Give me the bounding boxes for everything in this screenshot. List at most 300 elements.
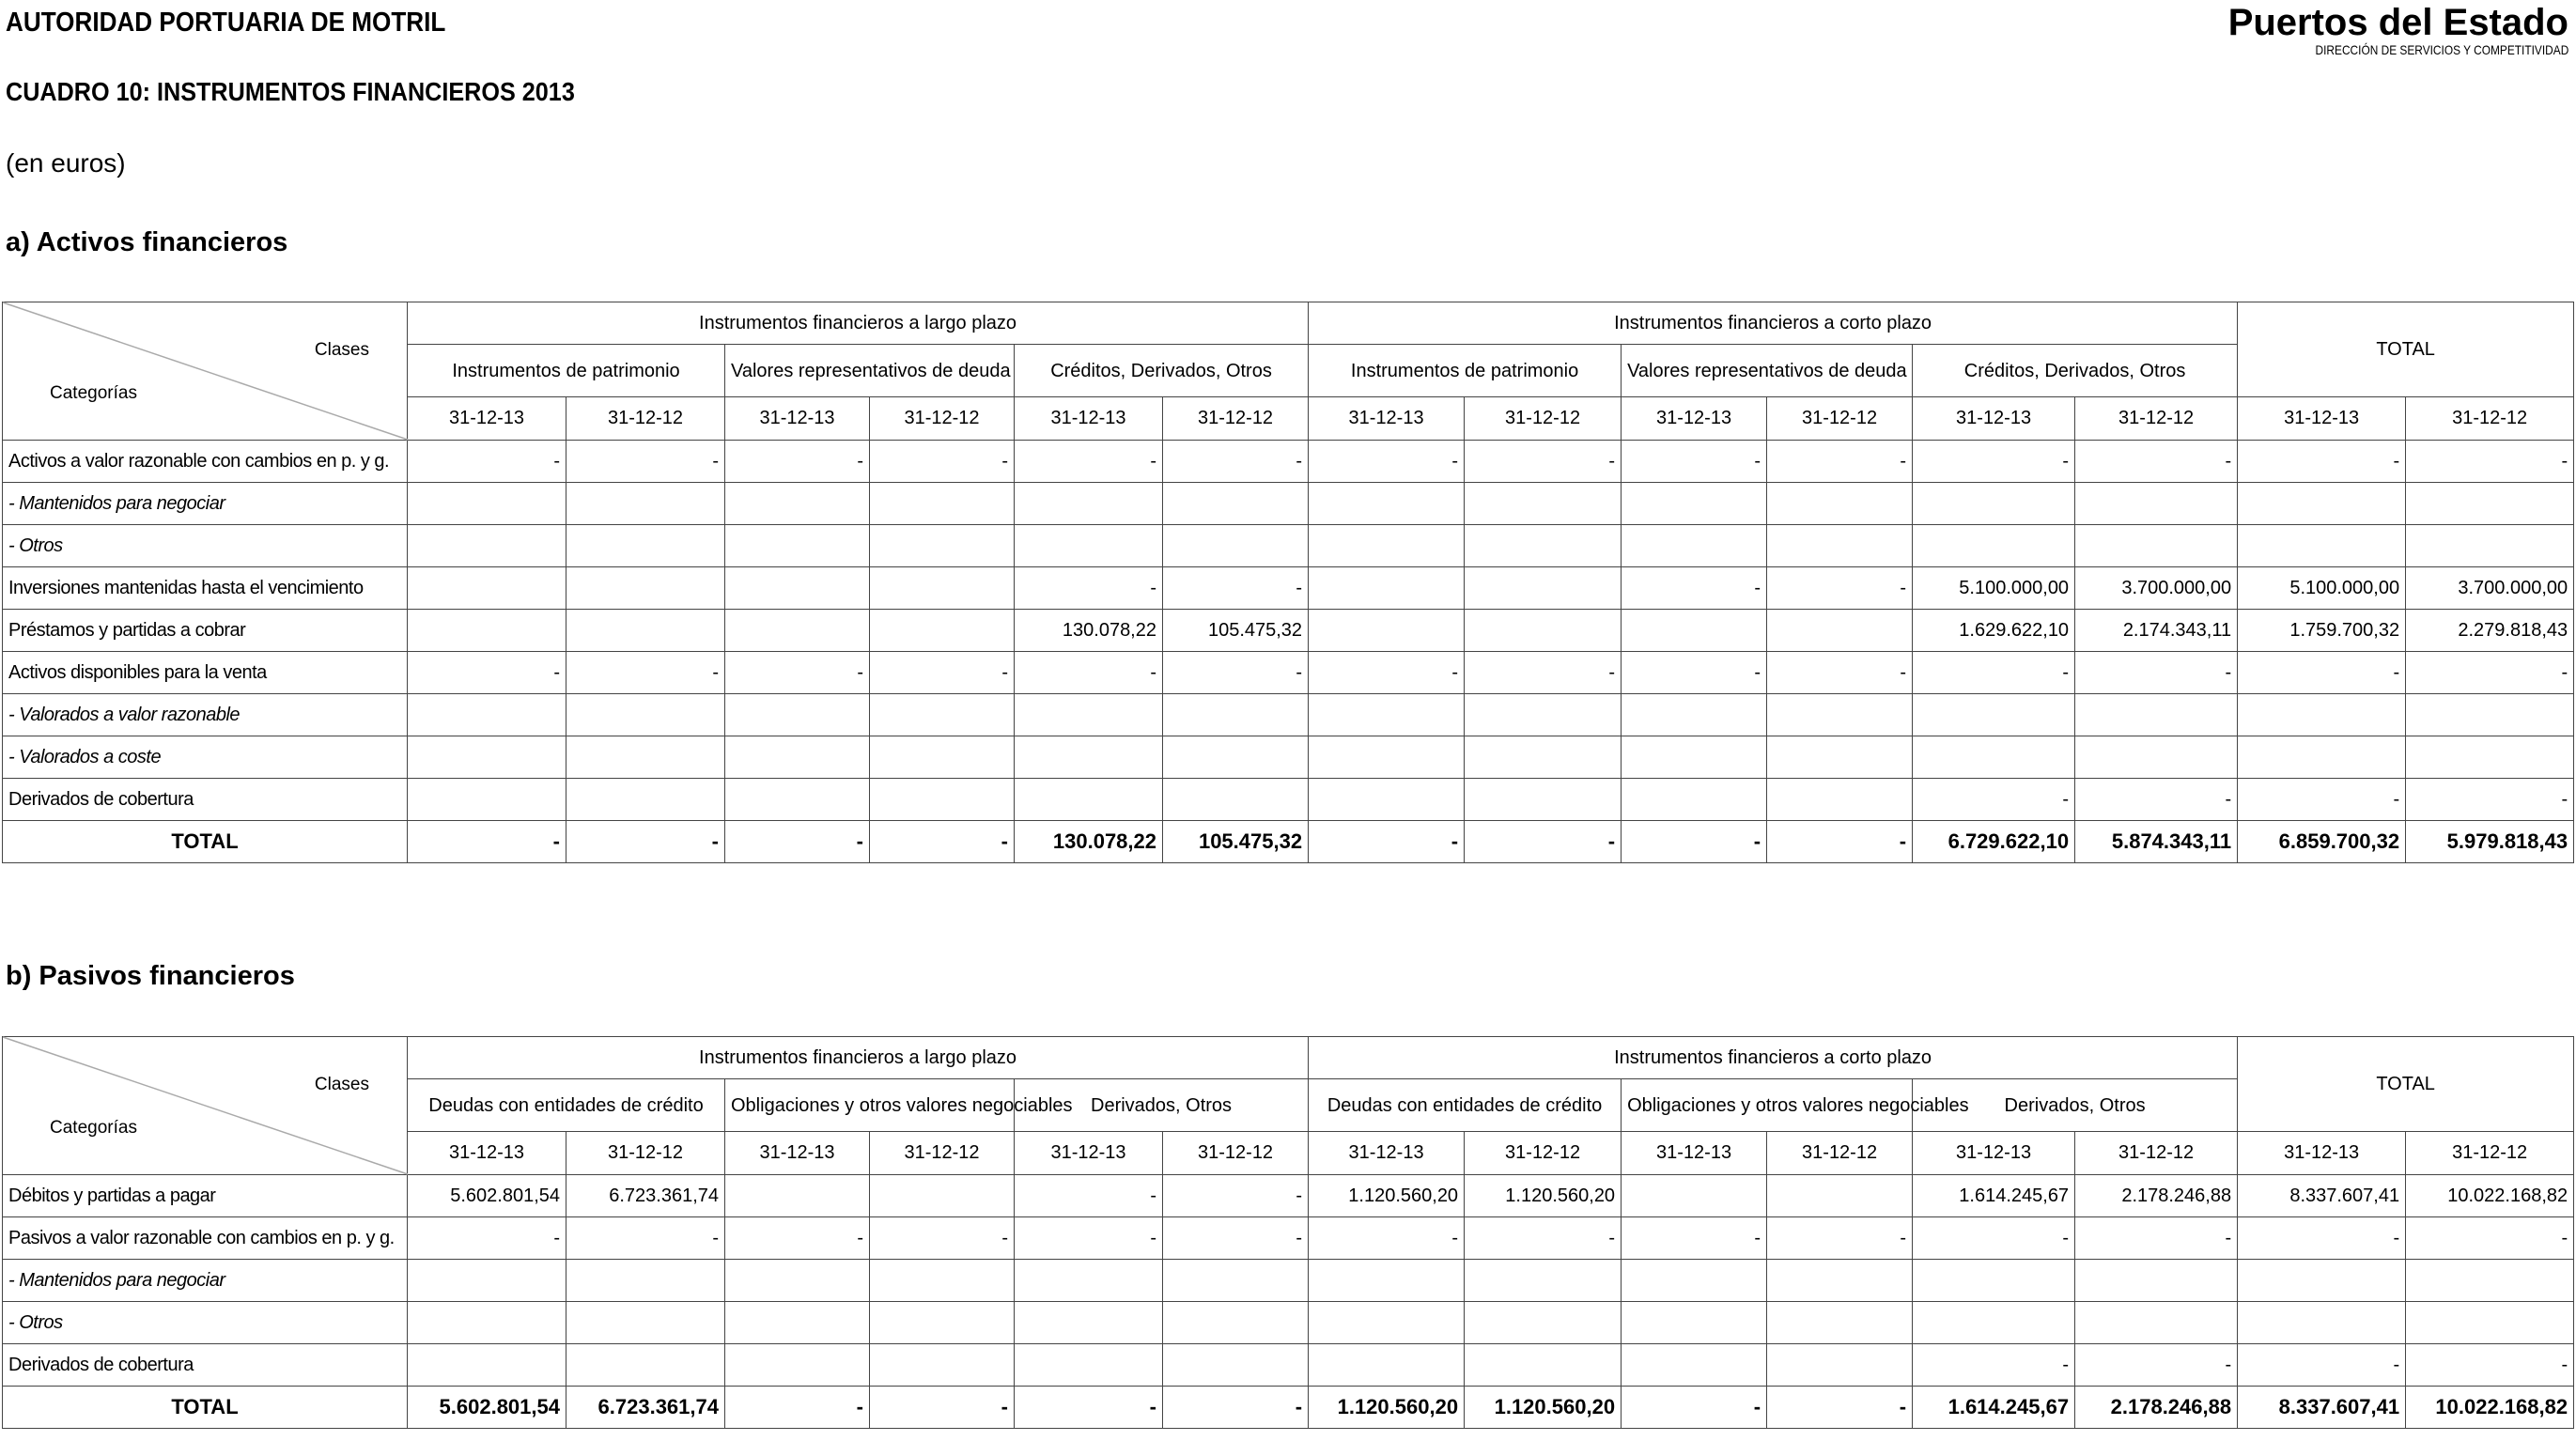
value-cell xyxy=(1767,1344,1913,1387)
value-cell: - xyxy=(566,652,725,694)
value-cell xyxy=(1163,525,1309,567)
row-label: - Mantenidos para negociar xyxy=(3,483,408,525)
total-cell: - xyxy=(1015,1387,1163,1429)
value-cell xyxy=(1465,779,1622,821)
value-cell: 5.602.801,54 xyxy=(408,1175,566,1217)
value-cell: - xyxy=(1163,441,1309,483)
value-cell: - xyxy=(1015,1217,1163,1260)
value-cell xyxy=(566,483,725,525)
date-header: 31-12-13 xyxy=(1015,397,1163,441)
value-cell xyxy=(2075,1260,2238,1302)
value-cell: - xyxy=(2406,1344,2574,1387)
unit-note: (en euros) xyxy=(6,148,126,178)
value-cell: - xyxy=(1767,567,1913,610)
value-cell xyxy=(408,525,566,567)
total-cell: - xyxy=(870,821,1015,863)
value-cell xyxy=(1309,567,1465,610)
value-cell xyxy=(1015,483,1163,525)
table-row xyxy=(3,1217,2574,1260)
date-header: 31-12-13 xyxy=(1913,397,2075,441)
value-cell xyxy=(408,1344,566,1387)
value-cell xyxy=(1163,483,1309,525)
total-cell: 130.078,22 xyxy=(1015,821,1163,863)
total-cell: - xyxy=(725,1387,870,1429)
value-cell xyxy=(1767,1175,1913,1217)
value-cell: - xyxy=(2075,652,2238,694)
value-cell: - xyxy=(1622,652,1767,694)
value-cell xyxy=(870,567,1015,610)
value-cell xyxy=(1465,610,1622,652)
value-cell xyxy=(408,736,566,779)
total-cell: 2.178.246,88 xyxy=(2075,1387,2238,1429)
value-cell xyxy=(2238,694,2406,736)
value-cell xyxy=(1015,736,1163,779)
date-header: 31-12-12 xyxy=(870,1132,1015,1175)
value-cell: - xyxy=(1309,652,1465,694)
largo-plazo-header: Instrumentos financieros a largo plazo xyxy=(408,1037,1309,1079)
total-label: TOTAL xyxy=(3,1387,408,1429)
value-cell: - xyxy=(1163,652,1309,694)
value-cell xyxy=(1163,779,1309,821)
value-cell xyxy=(725,1344,870,1387)
group-header: Créditos, Derivados, Otros xyxy=(1015,345,1309,397)
value-cell xyxy=(1309,1260,1465,1302)
header-row-plazo xyxy=(3,1037,2574,1079)
total-cell: 1.120.560,20 xyxy=(1465,1387,1622,1429)
corto-plazo-header: Instrumentos financieros a corto plazo xyxy=(1309,302,2238,345)
pasivos-table xyxy=(2,1036,2574,1429)
table-row xyxy=(3,610,2574,652)
value-cell: - xyxy=(1913,1217,2075,1260)
value-cell: - xyxy=(725,441,870,483)
value-cell xyxy=(870,483,1015,525)
group-header: Obligaciones y otros valores negociables xyxy=(725,1079,1015,1132)
value-cell: - xyxy=(2406,441,2574,483)
value-cell xyxy=(870,779,1015,821)
table-row xyxy=(3,525,2574,567)
value-cell xyxy=(1465,567,1622,610)
total-cell: 5.602.801,54 xyxy=(408,1387,566,1429)
value-cell xyxy=(725,525,870,567)
value-cell xyxy=(1767,483,1913,525)
total-cell: - xyxy=(1163,1387,1309,1429)
value-cell xyxy=(1015,1302,1163,1344)
date-header: 31-12-12 xyxy=(1767,1132,1913,1175)
total-cell: 105.475,32 xyxy=(1163,821,1309,863)
section-title-activos: a) Activos financieros xyxy=(6,227,288,257)
value-cell xyxy=(1163,1260,1309,1302)
value-cell: - xyxy=(725,652,870,694)
value-cell xyxy=(408,610,566,652)
value-cell xyxy=(1913,1260,2075,1302)
value-cell xyxy=(566,1302,725,1344)
value-cell xyxy=(1309,779,1465,821)
value-cell xyxy=(566,525,725,567)
date-header: 31-12-12 xyxy=(1767,397,1913,441)
value-cell: 2.279.818,43 xyxy=(2406,610,2574,652)
total-cell: 5.874.343,11 xyxy=(2075,821,2238,863)
clases-label: Clases xyxy=(314,1075,369,1094)
value-cell: - xyxy=(408,441,566,483)
value-cell xyxy=(1767,694,1913,736)
date-header: 31-12-13 xyxy=(2238,397,2406,441)
table-row xyxy=(3,441,2574,483)
total-row xyxy=(3,1387,2574,1429)
date-header: 31-12-13 xyxy=(1015,1132,1163,1175)
date-header: 31-12-12 xyxy=(2075,397,2238,441)
value-cell: - xyxy=(870,1217,1015,1260)
row-label: - Valorados a coste xyxy=(3,736,408,779)
date-header: 31-12-12 xyxy=(566,1132,725,1175)
total-cell: 5.979.818,43 xyxy=(2406,821,2574,863)
total-row xyxy=(3,821,2574,863)
value-cell: - xyxy=(2075,1344,2238,1387)
row-label: Activos disponibles para la venta xyxy=(3,652,408,694)
date-header: 31-12-13 xyxy=(408,397,566,441)
value-cell xyxy=(566,1344,725,1387)
value-cell xyxy=(1767,736,1913,779)
value-cell xyxy=(2406,694,2574,736)
total-cell: - xyxy=(1767,821,1913,863)
table-row xyxy=(3,1344,2574,1387)
value-cell xyxy=(1767,1302,1913,1344)
value-cell xyxy=(1015,779,1163,821)
value-cell xyxy=(1622,1344,1767,1387)
value-cell xyxy=(1309,610,1465,652)
value-cell xyxy=(1913,483,2075,525)
date-header: 31-12-13 xyxy=(1622,397,1767,441)
date-header: 31-12-12 xyxy=(2406,397,2574,441)
value-cell xyxy=(725,567,870,610)
brand-logo xyxy=(2228,2,2568,57)
date-header: 31-12-12 xyxy=(1163,397,1309,441)
value-cell: - xyxy=(1309,441,1465,483)
value-cell xyxy=(1163,1344,1309,1387)
value-cell xyxy=(1622,1175,1767,1217)
value-cell: - xyxy=(1622,567,1767,610)
date-header: 31-12-13 xyxy=(1309,1132,1465,1175)
value-cell: - xyxy=(2075,441,2238,483)
row-label: Derivados de cobertura xyxy=(3,779,408,821)
value-cell xyxy=(566,736,725,779)
value-cell: - xyxy=(408,1217,566,1260)
group-header: Deudas con entidades de crédito xyxy=(1309,1079,1622,1132)
activos-table xyxy=(2,302,2574,863)
total-cell: 6.859.700,32 xyxy=(2238,821,2406,863)
value-cell xyxy=(2406,525,2574,567)
date-header: 31-12-12 xyxy=(2075,1132,2238,1175)
value-cell xyxy=(1163,1302,1309,1344)
row-label: - Valorados a valor razonable xyxy=(3,694,408,736)
value-cell: - xyxy=(1163,1175,1309,1217)
table-row xyxy=(3,1302,2574,1344)
value-cell: - xyxy=(2075,779,2238,821)
value-cell xyxy=(2238,1302,2406,1344)
corner-header xyxy=(3,302,408,441)
value-cell: - xyxy=(2406,1217,2574,1260)
value-cell: - xyxy=(2075,1217,2238,1260)
value-cell xyxy=(2238,736,2406,779)
value-cell: 105.475,32 xyxy=(1163,610,1309,652)
value-cell xyxy=(725,779,870,821)
value-cell xyxy=(725,1302,870,1344)
value-cell xyxy=(870,1260,1015,1302)
value-cell xyxy=(870,1302,1015,1344)
table-row xyxy=(3,483,2574,525)
group-header: Créditos, Derivados, Otros xyxy=(1913,345,2238,397)
value-cell: - xyxy=(870,441,1015,483)
total-cell: - xyxy=(870,1387,1015,1429)
total-cell: - xyxy=(725,821,870,863)
value-cell: 2.178.246,88 xyxy=(2075,1175,2238,1217)
value-cell xyxy=(1622,610,1767,652)
value-cell xyxy=(1767,610,1913,652)
value-cell xyxy=(1309,694,1465,736)
value-cell: - xyxy=(1767,1217,1913,1260)
value-cell xyxy=(566,567,725,610)
value-cell: - xyxy=(1767,652,1913,694)
date-header: 31-12-13 xyxy=(408,1132,566,1175)
value-cell xyxy=(1465,736,1622,779)
value-cell xyxy=(1465,1260,1622,1302)
date-header: 31-12-12 xyxy=(566,397,725,441)
largo-plazo-header: Instrumentos financieros a largo plazo xyxy=(408,302,1309,345)
row-label: - Mantenidos para negociar xyxy=(3,1260,408,1302)
row-label: - Otros xyxy=(3,525,408,567)
value-cell: - xyxy=(2406,779,2574,821)
value-cell xyxy=(1309,736,1465,779)
value-cell: 5.100.000,00 xyxy=(2238,567,2406,610)
row-label: Activos a valor razonable con cambios en p. y g. xyxy=(3,441,408,483)
table-row xyxy=(3,736,2574,779)
table-row xyxy=(3,779,2574,821)
value-cell xyxy=(2406,736,2574,779)
value-cell: 1.614.245,67 xyxy=(1913,1175,2075,1217)
value-cell: - xyxy=(2238,441,2406,483)
corto-plazo-header: Instrumentos financieros a corto plazo xyxy=(1309,1037,2238,1079)
value-cell xyxy=(408,1260,566,1302)
corner-header xyxy=(3,1037,408,1175)
group-header: Derivados, Otros xyxy=(1015,1079,1309,1132)
value-cell: - xyxy=(1309,1217,1465,1260)
value-cell xyxy=(1163,736,1309,779)
total-cell: 1.614.245,67 xyxy=(1913,1387,2075,1429)
value-cell: 130.078,22 xyxy=(1015,610,1163,652)
value-cell: - xyxy=(1015,1175,1163,1217)
group-header: Obligaciones y otros valores negociables xyxy=(1622,1079,1913,1132)
total-cell: - xyxy=(1767,1387,1913,1429)
value-cell xyxy=(2406,1260,2574,1302)
value-cell xyxy=(1465,525,1622,567)
document-title: CUADRO 10: INSTRUMENTOS FINANCIEROS 2013 xyxy=(6,77,575,106)
value-cell xyxy=(725,1260,870,1302)
value-cell xyxy=(1015,694,1163,736)
group-header: Deudas con entidades de crédito xyxy=(408,1079,725,1132)
brand-name: Puertos del Estado xyxy=(2227,2,2568,43)
value-cell: - xyxy=(1015,652,1163,694)
categorias-label: Categorías xyxy=(50,383,137,403)
value-cell: 1.759.700,32 xyxy=(2238,610,2406,652)
value-cell xyxy=(1913,1302,2075,1344)
total-cell: - xyxy=(1622,821,1767,863)
total-cell: - xyxy=(1622,1387,1767,1429)
categorias-label: Categorías xyxy=(50,1118,137,1138)
value-cell: - xyxy=(1913,441,2075,483)
date-header: 31-12-13 xyxy=(725,1132,870,1175)
total-cell: - xyxy=(566,821,725,863)
row-label: - Otros xyxy=(3,1302,408,1344)
row-label: Préstamos y partidas a cobrar xyxy=(3,610,408,652)
value-cell: - xyxy=(1622,441,1767,483)
value-cell: - xyxy=(566,441,725,483)
total-cell: 6.723.361,74 xyxy=(566,1387,725,1429)
value-cell: 5.100.000,00 xyxy=(1913,567,2075,610)
date-header: 31-12-12 xyxy=(2406,1132,2574,1175)
value-cell xyxy=(1015,1260,1163,1302)
group-header: Instrumentos de patrimonio xyxy=(1309,345,1622,397)
row-label: Débitos y partidas a pagar xyxy=(3,1175,408,1217)
value-cell xyxy=(870,610,1015,652)
value-cell xyxy=(725,483,870,525)
value-cell xyxy=(408,567,566,610)
value-cell xyxy=(2075,525,2238,567)
date-header: 31-12-12 xyxy=(1465,1132,1622,1175)
value-cell xyxy=(870,525,1015,567)
row-label: Pasivos a valor razonable con cambios en p. y g. xyxy=(3,1217,408,1260)
value-cell xyxy=(1309,1344,1465,1387)
value-cell xyxy=(1465,1302,1622,1344)
value-cell: - xyxy=(1767,441,1913,483)
value-cell xyxy=(1622,779,1767,821)
total-cell: 1.120.560,20 xyxy=(1309,1387,1465,1429)
clases-label: Clases xyxy=(314,340,369,360)
value-cell xyxy=(1767,779,1913,821)
value-cell xyxy=(2238,483,2406,525)
value-cell xyxy=(2075,736,2238,779)
value-cell xyxy=(566,694,725,736)
date-header: 31-12-13 xyxy=(1309,397,1465,441)
value-cell: 1.120.560,20 xyxy=(1465,1175,1622,1217)
value-cell xyxy=(566,1260,725,1302)
brand-subtitle: DIRECCIÓN DE SERVICIOS Y COMPETITIVIDAD xyxy=(2315,42,2568,57)
value-cell: - xyxy=(1913,1344,2075,1387)
value-cell: 8.337.607,41 xyxy=(2238,1175,2406,1217)
value-cell xyxy=(1309,1302,1465,1344)
value-cell: 10.022.168,82 xyxy=(2406,1175,2574,1217)
value-cell xyxy=(725,694,870,736)
value-cell: - xyxy=(1465,652,1622,694)
date-header: 31-12-13 xyxy=(725,397,870,441)
value-cell: - xyxy=(725,1217,870,1260)
total-cell: 6.729.622,10 xyxy=(1913,821,2075,863)
value-cell: 1.629.622,10 xyxy=(1913,610,2075,652)
value-cell xyxy=(870,1175,1015,1217)
date-header: 31-12-13 xyxy=(2238,1132,2406,1175)
value-cell xyxy=(725,1175,870,1217)
value-cell: - xyxy=(1163,1217,1309,1260)
value-cell: 2.174.343,11 xyxy=(2075,610,2238,652)
organization-name: AUTORIDAD PORTUARIA DE MOTRIL xyxy=(6,8,446,38)
value-cell: - xyxy=(566,1217,725,1260)
value-cell xyxy=(2406,1302,2574,1344)
value-cell xyxy=(1913,525,2075,567)
value-cell: 3.700.000,00 xyxy=(2075,567,2238,610)
value-cell xyxy=(2075,694,2238,736)
value-cell: - xyxy=(1163,567,1309,610)
value-cell: - xyxy=(1913,652,2075,694)
value-cell xyxy=(1015,1344,1163,1387)
value-cell xyxy=(408,1302,566,1344)
value-cell: - xyxy=(2238,1344,2406,1387)
row-label: Derivados de cobertura xyxy=(3,1344,408,1387)
date-header: 31-12-12 xyxy=(1465,397,1622,441)
value-cell xyxy=(1622,1302,1767,1344)
value-cell xyxy=(1622,736,1767,779)
value-cell xyxy=(1465,1344,1622,1387)
total-cell: - xyxy=(1309,821,1465,863)
value-cell xyxy=(2238,525,2406,567)
value-cell xyxy=(725,736,870,779)
value-cell xyxy=(566,610,725,652)
value-cell xyxy=(1309,483,1465,525)
value-cell: - xyxy=(408,652,566,694)
value-cell: 1.120.560,20 xyxy=(1309,1175,1465,1217)
value-cell: - xyxy=(2238,652,2406,694)
total-label: TOTAL xyxy=(3,821,408,863)
value-cell xyxy=(408,483,566,525)
table-row xyxy=(3,1260,2574,1302)
value-cell: - xyxy=(1465,441,1622,483)
date-header: 31-12-12 xyxy=(1163,1132,1309,1175)
table-row xyxy=(3,652,2574,694)
value-cell xyxy=(2075,1302,2238,1344)
value-cell xyxy=(870,736,1015,779)
value-cell xyxy=(1309,525,1465,567)
total-cell: - xyxy=(1465,821,1622,863)
value-cell xyxy=(1767,1260,1913,1302)
value-cell xyxy=(1015,525,1163,567)
date-header: 31-12-13 xyxy=(1913,1132,2075,1175)
total-header: TOTAL xyxy=(2238,302,2574,397)
total-cell: 8.337.607,41 xyxy=(2238,1387,2406,1429)
value-cell xyxy=(2238,1260,2406,1302)
value-cell xyxy=(1622,525,1767,567)
value-cell xyxy=(870,1344,1015,1387)
table-row xyxy=(3,694,2574,736)
value-cell: - xyxy=(2238,1217,2406,1260)
table-row xyxy=(3,1175,2574,1217)
value-cell: 3.700.000,00 xyxy=(2406,567,2574,610)
total-cell: - xyxy=(408,821,566,863)
value-cell: - xyxy=(1015,567,1163,610)
value-cell: - xyxy=(1465,1217,1622,1260)
value-cell xyxy=(1465,483,1622,525)
value-cell xyxy=(408,779,566,821)
section-title-pasivos: b) Pasivos financieros xyxy=(6,961,295,991)
value-cell xyxy=(1163,694,1309,736)
value-cell xyxy=(2406,483,2574,525)
value-cell xyxy=(2075,483,2238,525)
value-cell: - xyxy=(1622,1217,1767,1260)
value-cell xyxy=(870,694,1015,736)
value-cell xyxy=(1767,525,1913,567)
value-cell xyxy=(1622,483,1767,525)
date-header: 31-12-12 xyxy=(870,397,1015,441)
value-cell xyxy=(408,694,566,736)
header-row-plazo xyxy=(3,302,2574,345)
value-cell xyxy=(1465,694,1622,736)
value-cell: - xyxy=(1913,779,2075,821)
